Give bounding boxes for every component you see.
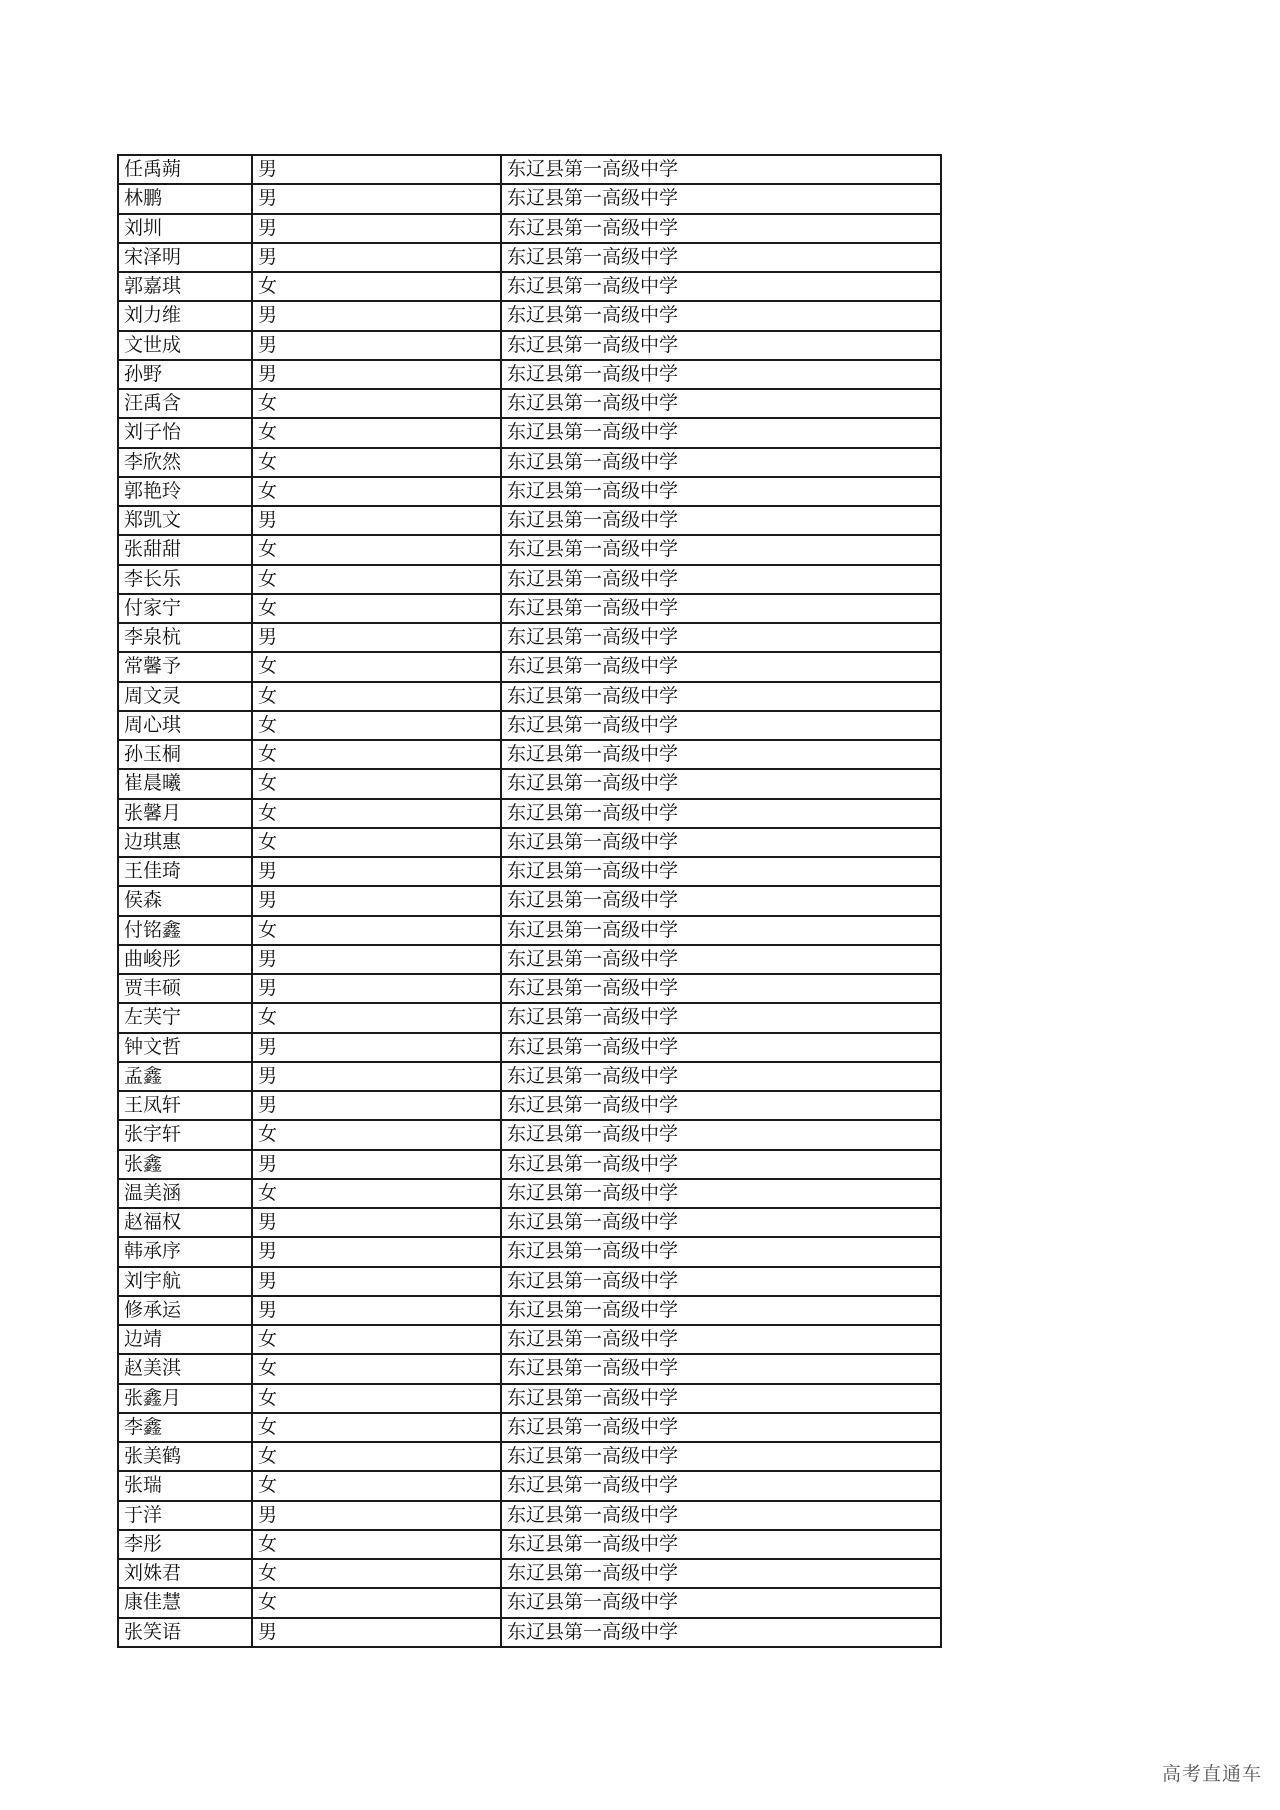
school-cell: 东辽县第一高级中学 (501, 1237, 941, 1266)
student-name-cell: 孙野 (118, 360, 252, 389)
school-cell: 东辽县第一高级中学 (501, 594, 941, 623)
school-cell: 东辽县第一高级中学 (501, 886, 941, 915)
student-name-cell: 付家宁 (118, 594, 252, 623)
school-cell: 东辽县第一高级中学 (501, 623, 941, 652)
table-row (118, 1471, 941, 1500)
school-cell: 东辽县第一高级中学 (501, 1003, 941, 1032)
gender-cell: 女 (252, 652, 501, 681)
table-row (118, 828, 941, 857)
school-cell: 东辽县第一高级中学 (501, 769, 941, 798)
student-name-cell: 孙玉桐 (118, 740, 252, 769)
student-name-cell: 修承运 (118, 1296, 252, 1325)
gender-cell: 男 (252, 1150, 501, 1179)
gender-cell: 女 (252, 682, 501, 711)
school-cell: 东辽县第一高级中学 (501, 301, 941, 330)
gender-cell: 男 (252, 506, 501, 535)
gender-cell: 女 (252, 272, 501, 301)
school-cell: 东辽县第一高级中学 (501, 214, 941, 243)
student-name-cell: 汪禹含 (118, 389, 252, 418)
school-cell: 东辽县第一高级中学 (501, 652, 941, 681)
gender-cell: 女 (252, 1325, 501, 1354)
student-roster-table (117, 154, 942, 1648)
student-name-cell: 郭嘉琪 (118, 272, 252, 301)
watermark-text: 高考直通车 (1161, 1763, 1262, 1785)
gender-cell: 男 (252, 1062, 501, 1091)
gender-cell: 男 (252, 1618, 501, 1647)
school-cell: 东辽县第一高级中学 (501, 1618, 941, 1647)
table-row (118, 301, 941, 330)
student-name-cell: 康佳慧 (118, 1588, 252, 1617)
student-name-cell: 钟文哲 (118, 1033, 252, 1062)
student-name-cell: 张鑫月 (118, 1384, 252, 1413)
student-name-cell: 王凤轩 (118, 1091, 252, 1120)
student-name-cell: 周心琪 (118, 711, 252, 740)
student-name-cell: 任禹蒴 (118, 155, 252, 184)
gender-cell: 男 (252, 1091, 501, 1120)
school-cell: 东辽县第一高级中学 (501, 360, 941, 389)
school-cell: 东辽县第一高级中学 (501, 1471, 941, 1500)
school-cell: 东辽县第一高级中学 (501, 1208, 941, 1237)
gender-cell: 男 (252, 945, 501, 974)
gender-cell: 男 (252, 331, 501, 360)
student-name-cell: 边琪惠 (118, 828, 252, 857)
student-name-cell: 周文灵 (118, 682, 252, 711)
table-row (118, 360, 941, 389)
table-row (118, 857, 941, 886)
gender-cell: 男 (252, 857, 501, 886)
gender-cell: 女 (252, 828, 501, 857)
table-row (118, 1442, 941, 1471)
table-row (118, 1325, 941, 1354)
table-row (118, 652, 941, 681)
student-name-cell: 边靖 (118, 1325, 252, 1354)
table-row (118, 916, 941, 945)
school-cell: 东辽县第一高级中学 (501, 857, 941, 886)
school-cell: 东辽县第一高级中学 (501, 477, 941, 506)
gender-cell: 男 (252, 623, 501, 652)
gender-cell: 男 (252, 155, 501, 184)
student-name-cell: 温美涵 (118, 1179, 252, 1208)
table-row (118, 243, 941, 272)
gender-cell: 女 (252, 565, 501, 594)
table-row (118, 535, 941, 564)
gender-cell: 女 (252, 1442, 501, 1471)
student-name-cell: 张宇轩 (118, 1120, 252, 1149)
table-row (118, 506, 941, 535)
school-cell: 东辽县第一高级中学 (501, 243, 941, 272)
student-name-cell: 郭艳玲 (118, 477, 252, 506)
student-name-cell: 刘子怡 (118, 418, 252, 447)
gender-cell: 女 (252, 740, 501, 769)
school-cell: 东辽县第一高级中学 (501, 1559, 941, 1588)
student-name-cell: 付铭鑫 (118, 916, 252, 945)
table-row (118, 740, 941, 769)
school-cell: 东辽县第一高级中学 (501, 1296, 941, 1325)
table-row (118, 1003, 941, 1032)
school-cell: 东辽县第一高级中学 (501, 1384, 941, 1413)
gender-cell: 男 (252, 243, 501, 272)
gender-cell: 男 (252, 184, 501, 213)
gender-cell: 女 (252, 1413, 501, 1442)
gender-cell: 男 (252, 360, 501, 389)
school-cell: 东辽县第一高级中学 (501, 1267, 941, 1296)
student-name-cell: 韩承序 (118, 1237, 252, 1266)
student-name-cell: 王佳琦 (118, 857, 252, 886)
school-cell: 东辽县第一高级中学 (501, 1062, 941, 1091)
gender-cell: 女 (252, 448, 501, 477)
gender-cell: 女 (252, 916, 501, 945)
gender-cell: 男 (252, 1501, 501, 1530)
gender-cell: 女 (252, 1384, 501, 1413)
table-row (118, 1413, 941, 1442)
table-row (118, 945, 941, 974)
table-row (118, 1559, 941, 1588)
student-name-cell: 于洋 (118, 1501, 252, 1530)
table-row (118, 1150, 941, 1179)
student-name-cell: 张鑫 (118, 1150, 252, 1179)
school-cell: 东辽县第一高级中学 (501, 1150, 941, 1179)
table-row (118, 184, 941, 213)
school-cell: 东辽县第一高级中学 (501, 418, 941, 447)
gender-cell: 男 (252, 1267, 501, 1296)
student-name-cell: 李欣然 (118, 448, 252, 477)
student-name-cell: 李彤 (118, 1530, 252, 1559)
table-row (118, 974, 941, 1003)
student-name-cell: 张笑语 (118, 1618, 252, 1647)
student-name-cell: 张馨月 (118, 799, 252, 828)
gender-cell: 女 (252, 1179, 501, 1208)
table-row (118, 1091, 941, 1120)
student-name-cell: 赵美淇 (118, 1354, 252, 1383)
student-name-cell: 常馨予 (118, 652, 252, 681)
table-row (118, 1120, 941, 1149)
gender-cell: 男 (252, 1208, 501, 1237)
table-row (118, 886, 941, 915)
gender-cell: 女 (252, 1120, 501, 1149)
school-cell: 东辽县第一高级中学 (501, 682, 941, 711)
student-name-cell: 宋泽明 (118, 243, 252, 272)
school-cell: 东辽县第一高级中学 (501, 1501, 941, 1530)
gender-cell: 女 (252, 594, 501, 623)
student-name-cell: 李泉杭 (118, 623, 252, 652)
roster-body (118, 155, 941, 1647)
table-row (118, 1618, 941, 1647)
student-name-cell: 赵福权 (118, 1208, 252, 1237)
gender-cell: 女 (252, 477, 501, 506)
student-name-cell: 林鹏 (118, 184, 252, 213)
student-name-cell: 张甜甜 (118, 535, 252, 564)
school-cell: 东辽县第一高级中学 (501, 506, 941, 535)
student-name-cell: 李鑫 (118, 1413, 252, 1442)
gender-cell: 男 (252, 974, 501, 1003)
student-name-cell: 文世成 (118, 331, 252, 360)
student-name-cell: 崔晨曦 (118, 769, 252, 798)
gender-cell: 女 (252, 389, 501, 418)
gender-cell: 女 (252, 1588, 501, 1617)
school-cell: 东辽县第一高级中学 (501, 448, 941, 477)
gender-cell: 女 (252, 418, 501, 447)
school-cell: 东辽县第一高级中学 (501, 1413, 941, 1442)
school-cell: 东辽县第一高级中学 (501, 1325, 941, 1354)
school-cell: 东辽县第一高级中学 (501, 1354, 941, 1383)
school-cell: 东辽县第一高级中学 (501, 272, 941, 301)
gender-cell: 女 (252, 1471, 501, 1500)
student-name-cell: 张美鹤 (118, 1442, 252, 1471)
table-row (118, 769, 941, 798)
student-name-cell: 孟鑫 (118, 1062, 252, 1091)
student-name-cell: 曲峻彤 (118, 945, 252, 974)
school-cell: 东辽县第一高级中学 (501, 1588, 941, 1617)
student-name-cell: 刘宇航 (118, 1267, 252, 1296)
table-row (118, 623, 941, 652)
school-cell: 东辽县第一高级中学 (501, 974, 941, 1003)
table-row (118, 1384, 941, 1413)
school-cell: 东辽县第一高级中学 (501, 535, 941, 564)
gender-cell: 男 (252, 214, 501, 243)
table-row (118, 1501, 941, 1530)
student-name-cell: 贾丰硕 (118, 974, 252, 1003)
student-name-cell: 刘力维 (118, 301, 252, 330)
gender-cell: 男 (252, 886, 501, 915)
school-cell: 东辽县第一高级中学 (501, 1442, 941, 1471)
student-name-cell: 刘圳 (118, 214, 252, 243)
gender-cell: 男 (252, 1237, 501, 1266)
school-cell: 东辽县第一高级中学 (501, 155, 941, 184)
student-name-cell: 张瑞 (118, 1471, 252, 1500)
school-cell: 东辽县第一高级中学 (501, 389, 941, 418)
table-row (118, 272, 941, 301)
table-row (118, 448, 941, 477)
student-name-cell: 刘姝君 (118, 1559, 252, 1588)
school-cell: 东辽县第一高级中学 (501, 1091, 941, 1120)
table-row (118, 711, 941, 740)
school-cell: 东辽县第一高级中学 (501, 916, 941, 945)
school-cell: 东辽县第一高级中学 (501, 828, 941, 857)
school-cell: 东辽县第一高级中学 (501, 945, 941, 974)
school-cell: 东辽县第一高级中学 (501, 1120, 941, 1149)
gender-cell: 女 (252, 769, 501, 798)
school-cell: 东辽县第一高级中学 (501, 799, 941, 828)
gender-cell: 女 (252, 711, 501, 740)
table-row (118, 418, 941, 447)
table-row (118, 1354, 941, 1383)
table-row (118, 1530, 941, 1559)
table-row (118, 1033, 941, 1062)
table-row (118, 1237, 941, 1266)
table-row (118, 1208, 941, 1237)
table-row (118, 477, 941, 506)
student-name-cell: 侯森 (118, 886, 252, 915)
school-cell: 东辽县第一高级中学 (501, 184, 941, 213)
table-row (118, 1267, 941, 1296)
table-row (118, 565, 941, 594)
gender-cell: 女 (252, 1559, 501, 1588)
school-cell: 东辽县第一高级中学 (501, 1530, 941, 1559)
gender-cell: 女 (252, 799, 501, 828)
table-row (118, 214, 941, 243)
gender-cell: 男 (252, 301, 501, 330)
school-cell: 东辽县第一高级中学 (501, 711, 941, 740)
table-row (118, 682, 941, 711)
student-name-cell: 郑凯文 (118, 506, 252, 535)
gender-cell: 女 (252, 535, 501, 564)
student-name-cell: 左芙宁 (118, 1003, 252, 1032)
school-cell: 东辽县第一高级中学 (501, 1033, 941, 1062)
gender-cell: 女 (252, 1003, 501, 1032)
school-cell: 东辽县第一高级中学 (501, 1179, 941, 1208)
gender-cell: 男 (252, 1296, 501, 1325)
table-row (118, 389, 941, 418)
school-cell: 东辽县第一高级中学 (501, 331, 941, 360)
table-row (118, 799, 941, 828)
student-name-cell: 李长乐 (118, 565, 252, 594)
table-row (118, 155, 941, 184)
table-row (118, 1062, 941, 1091)
school-cell: 东辽县第一高级中学 (501, 740, 941, 769)
gender-cell: 女 (252, 1530, 501, 1559)
gender-cell: 女 (252, 1354, 501, 1383)
school-cell: 东辽县第一高级中学 (501, 565, 941, 594)
gender-cell: 男 (252, 1033, 501, 1062)
table-row (118, 594, 941, 623)
table-row (118, 1179, 941, 1208)
table-row (118, 1588, 941, 1617)
table-row (118, 331, 941, 360)
table-row (118, 1296, 941, 1325)
